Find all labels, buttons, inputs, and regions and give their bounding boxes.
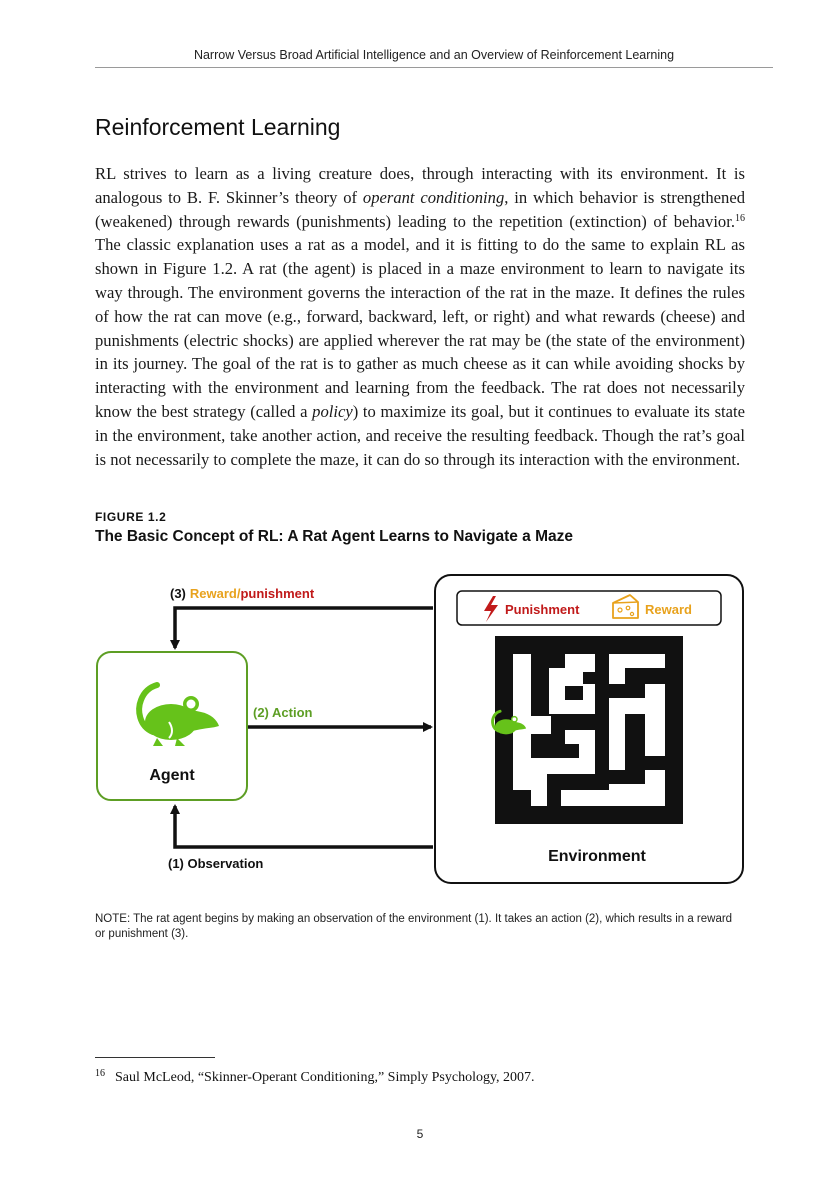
figure-title: The Basic Concept of RL: A Rat Agent Learns to Navigate a Maze (95, 528, 573, 545)
observation-arrow (175, 806, 433, 847)
agent-label: Agent (149, 767, 195, 784)
figure-label: FIGURE 1.2 (95, 510, 167, 524)
footnote-number: 16 (95, 1068, 105, 1079)
paragraph-text: The classic explanation uses a rat as a model, and it is fitting to do the same to explain RL as shown in Figure 1.2. A rat (the agent) is placed in a maze environment to learn to navigate its way through. The environment governs the interaction of the rat in the maze. It defines the rules of how the rat can move (e.g., forward, backward, left, or right) and what rewards (cheese) and punishments (electric shocks) are applied wherever the rat may be (the state of the environment) in its journey. The goal of the rat is to gather as much cheese as it can while avoiding shocks by interacting with the environment and learning from the feedback. The rat does not necessarily know the best strategy (called a (95, 235, 745, 421)
footnote-reference[interactable]: 16 (735, 212, 745, 224)
rl-diagram (95, 570, 755, 890)
maze-graphic (495, 636, 683, 824)
environment-label: Environment (548, 848, 646, 865)
reward-punishment-label: (3) Reward/punishment (170, 586, 315, 601)
body-paragraph (95, 162, 745, 471)
reward-arrow (175, 608, 433, 648)
paragraph-text: RL strives to learn as a living creature does, through interacting with its environment. It is analogous to B. F. Skinner’s theory of (95, 164, 745, 207)
page-number: 5 (416, 1127, 424, 1141)
footnote (95, 1068, 535, 1086)
paragraph-emphasis: operant conditioning (362, 187, 505, 207)
paragraph-text: ) to maximize its goal, but it continues to evaluate its state in the environment, take another action, and receive the resulting feedback. Though the rat’s goal is not necessarily to complete the maze, it can do so through its interaction with the environment. (95, 401, 745, 469)
footnote-text: Saul McLeod, “Skinner-Operant Conditioning,” Simply Psychology, 2007. (115, 1070, 535, 1085)
section-heading: Reinforcement Learning (95, 114, 341, 140)
header-rule (95, 67, 773, 68)
paragraph-text: , in which behavior is strengthened (weakened) through rewards (punishments) leading to the repetition (extinction) of behavior. (95, 187, 746, 231)
paragraph-emphasis: policy (312, 401, 353, 421)
legend-punishment: Punishment (505, 602, 580, 617)
legend-reward: Reward (645, 602, 692, 617)
figure-note: NOTE: The rat agent begins by making an observation of the environment (1). It takes an action (2), which results in a reward or punishment (3). (95, 913, 733, 940)
footnote-rule (95, 1057, 215, 1058)
action-label: (2) Action (253, 705, 313, 720)
observation-label: (1) Observation (168, 856, 264, 871)
running-header: Narrow Versus Broad Artificial Intelligence and an Overview of Reinforcement Learning (193, 48, 675, 62)
